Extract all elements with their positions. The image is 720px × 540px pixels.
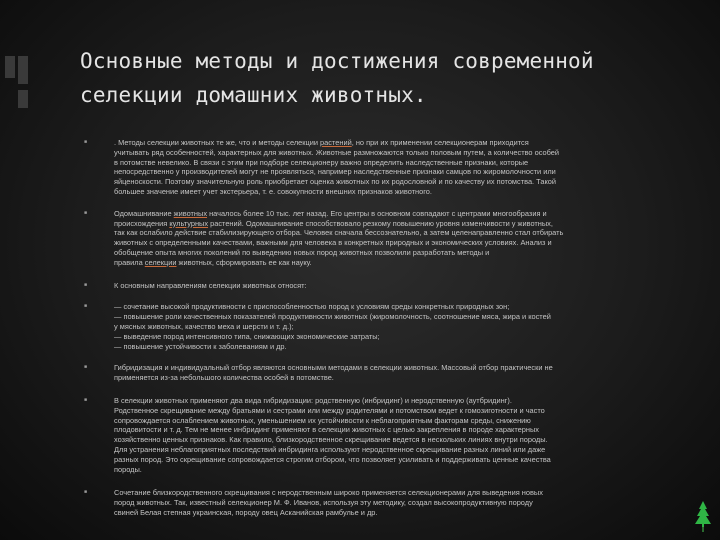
text-line: животных с определенными качествами, важными для человека в конкретных природных и экономических условиях. Анализ и	[114, 238, 552, 248]
list-item	[84, 281, 674, 291]
list-item	[84, 209, 674, 268]
text-link[interactable]: животных	[173, 208, 208, 218]
text-link[interactable]: культурных	[169, 218, 209, 228]
text-line: большее значение имеет учет экстерьера, т. е. совокупности внешних признаков животного.	[114, 186, 432, 196]
text-line: хозяйственно ценных признаков. Как правило, близкородственное скрещивание ведется в нескольких линиях внутри породы.	[114, 435, 548, 445]
decorative-bar	[5, 56, 15, 78]
text-line: свиней Белая степная украинская, породу овец Асканийская рамбулье и др.	[114, 507, 378, 517]
title-line: Основные методы и достижения современной	[80, 49, 594, 73]
item-text	[114, 488, 674, 517]
text-line: В селекции животных применяют два вида гибридизации: родственную (инбридинг) и неродственную (аутбридинг).	[114, 395, 512, 405]
text-line: — сочетание высокой продуктивности с приспособленностью пород к условиям среды конкретных природных зон;	[114, 302, 510, 312]
bullet-icon: ■	[84, 209, 88, 216]
item-text	[114, 396, 674, 474]
text-line: яйценоскости. Поэтому значительную роль приобретает оценка животных по их родословной и по качеству их потомства. Такой	[114, 177, 557, 187]
list-item	[84, 302, 674, 351]
text-line: плодовитости и т. д. Тем не менее инбридинг применяют в селекции животных с целью закрепления в породе характерных	[114, 425, 539, 435]
text-line: учитывать ряд особенностей, характерных для животных. Животные размножаются только половым путем, а количество особей	[114, 147, 559, 157]
text-line: . Методы селекции животных те же, что и методы селекции растений, но при их применении селекционерам приходится	[114, 138, 529, 147]
text-line: непосредственно у производителей могут не проявляться, например наследственные признаки самцов по жиромолочности или	[114, 167, 556, 177]
decorative-bar	[18, 56, 28, 84]
text-line: пород животных. Так, известный селекционер М. Ф. Иванов, используя эту методику, создал высокопродуктивную породу	[114, 498, 533, 508]
text-line: Одомашнивание животных началось более 10 тыс. лет назад. Его центры в основном совпадают с центрами многообразия и	[114, 208, 547, 218]
tree-icon	[692, 500, 714, 536]
text-line: — повышение роли качественных показателей продуктивности животных (жиромолочность, соотношение мяса, жира и костей	[114, 312, 551, 322]
text-line: в потомстве невелико. В связи с этим при подборе селекционеру важно определить наследственные признаки, которые	[114, 157, 529, 167]
text-line: Сочетание близкородственного скрещивания с неродственным широко применяется селекционерами для выведения новых	[114, 488, 543, 498]
text-line: у мясных животных, качество меха и шерсти и т. д.);	[114, 321, 294, 331]
text-line: Гибридизация и индивидуальный отбор являются основными методами в селекции животных. Массовый отбор практически не	[114, 363, 553, 373]
text-link[interactable]: растений	[320, 138, 352, 147]
slide-title	[80, 44, 690, 112]
list-item	[84, 363, 674, 383]
title-line: селекции домашних животных.	[80, 83, 427, 107]
text-line: Для устранения неблагоприятных последствий инбридинга используют неродственное скрещивание разных линий или даже	[114, 444, 546, 454]
bullet-icon: ■	[84, 396, 88, 403]
text-line: правила селекции животных, сформировать ее как науку.	[114, 257, 312, 267]
item-text	[114, 209, 674, 268]
list-item	[84, 138, 674, 197]
text-line: обобщение опыта многих поколений по выведению новых пород животных позволили разработать методы и	[114, 247, 490, 257]
text-line: породы.	[114, 464, 142, 474]
decorative-bar	[18, 90, 28, 108]
text-line: так как ослабило действие стабилизирующего отбора. Человек сначала бессознательно, а затем целенаправленно стал отбирать	[114, 228, 564, 238]
item-text	[114, 363, 674, 383]
text-line: разных пород. Это скрещивание сопровождается строгим отбором, что позволяет усиливать и поддерживать ценные качества	[114, 454, 551, 464]
item-text	[114, 302, 674, 351]
text-line: — повышение устойчивости к заболеваниям и др.	[114, 341, 287, 351]
bullet-icon: ■	[84, 281, 88, 288]
bullet-icon: ■	[84, 139, 88, 145]
item-text	[114, 138, 674, 197]
text-line: К основным направлениям селекции животных относят:	[114, 280, 307, 290]
item-text	[114, 281, 674, 291]
bullet-icon: ■	[84, 364, 88, 371]
list-item	[84, 488, 674, 517]
bullet-list	[84, 138, 674, 518]
text-line: — выведение пород интенсивного типа, снижающих экономические затраты;	[114, 331, 380, 341]
bullet-icon: ■	[84, 489, 88, 496]
text-link[interactable]: селекции	[144, 257, 177, 267]
text-line: Родственное скрещивание между братьями и сестрами или между родителями и потомством ведет к гомозиготности и часто	[114, 405, 545, 415]
bullet-icon: ■	[84, 303, 88, 310]
list-item	[84, 396, 674, 474]
text-line: сопровождается ослаблением животных, уменьшением их устойчивости к неблагоприятным факторам среды, снижению	[114, 415, 531, 425]
text-line: происхождения культурных растений. Одомашнивание способствовало резкому повышению уровня изменчивости у животных,	[114, 218, 553, 228]
text-line: применяется из-за небольшого количества особей в потомстве.	[114, 373, 334, 383]
